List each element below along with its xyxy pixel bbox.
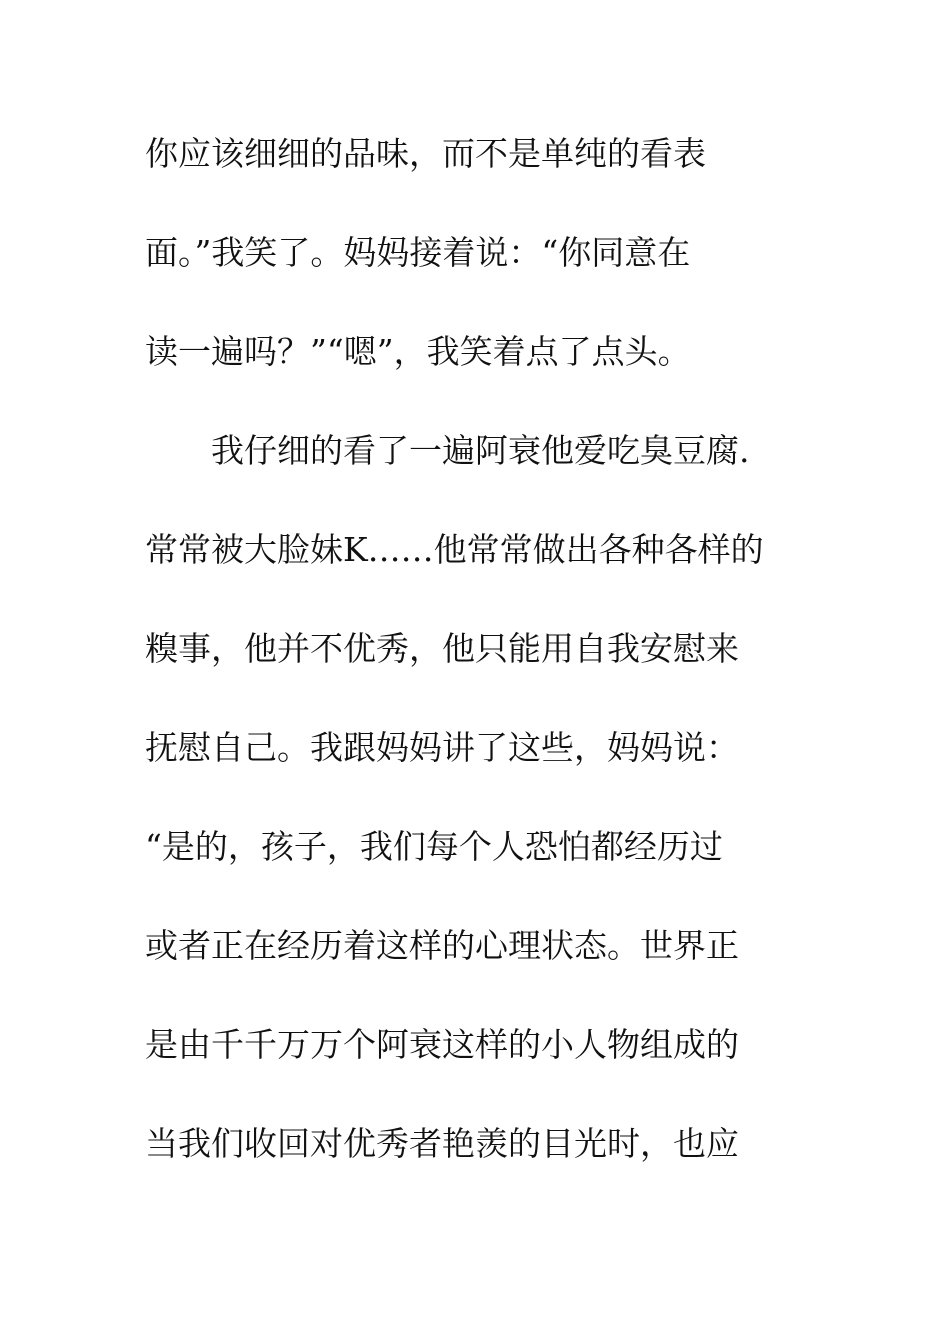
text-line-1: 你应该细细的品味，而不是单纯的看表 — [145, 134, 706, 173]
text-line-7: 抚慰自己。我跟妈妈讲了这些，妈妈说： — [145, 728, 739, 767]
text-line-5: 常常被大脸妹K……他常常做出各种各样的 — [145, 530, 764, 569]
text-line-3: 读一遍吗？”“嗯”，我笑着点了点头。 — [145, 332, 691, 371]
text-line-9: 或者正在经历着这样的心理状态。世界正 — [145, 926, 739, 965]
text-line-8: “是的，孩子，我们每个人恐怕都经历过 — [145, 827, 723, 866]
text-line-11: 当我们收回对优秀者艳羡的目光时，也应 — [145, 1124, 739, 1163]
text-line-10: 是由千千万万个阿衰这样的小人物组成的 — [145, 1025, 739, 1064]
text-line-6: 糗事，他并不优秀，他只能用自我安慰来 — [145, 629, 739, 668]
text-line-4: 我仔细的看了一遍阿衰他爱吃臭豆腐. — [145, 431, 750, 470]
body-text — [145, 118, 810, 1207]
text-line-2: 面。”我笑了。妈妈接着说：“你同意在 — [145, 233, 691, 272]
